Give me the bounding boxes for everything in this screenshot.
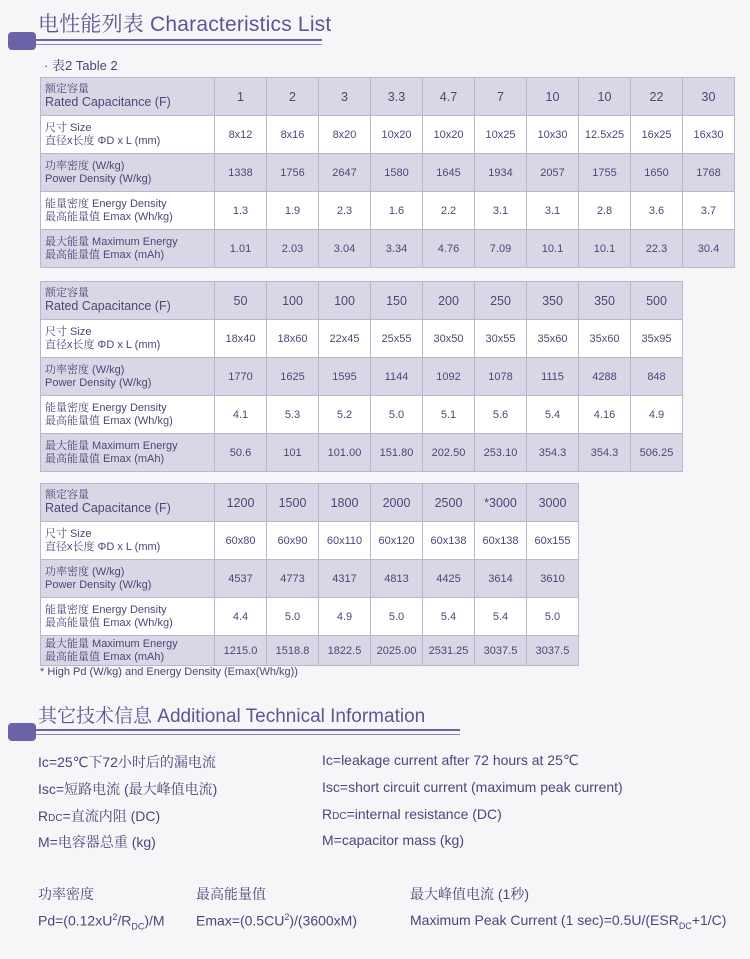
table-cell: 2.3 [319,192,371,230]
table-cell: 202.50 [423,434,475,472]
row-header: 额定容量 Rated Capacitance (F) [41,484,215,522]
table-row [41,230,735,268]
table-row [41,192,735,230]
table-cell: 3000 [527,484,579,522]
table-cell: 10x25 [475,116,527,154]
table-cell: 7 [475,78,527,116]
section-accent-bar [8,723,36,741]
characteristics-table-1 [40,77,735,268]
table-cell: 3.1 [475,192,527,230]
table-cell: 10 [527,78,579,116]
table-cell: 1595 [319,358,371,396]
row-header: 能量密度 Energy Density 最高能量值 Emax (Wh/kg) [41,598,215,636]
row-header: 能量密度 Energy Density 最高能量值 Emax (Wh/kg) [41,192,215,230]
table-cell: 4773 [267,560,319,598]
table-cell: 5.0 [371,598,423,636]
table-cell: 1144 [371,358,423,396]
table-cell: 1338 [215,154,267,192]
table-cell: 12.5x25 [579,116,631,154]
table-cell: 3.3 [371,78,423,116]
table-cell: 1755 [579,154,631,192]
table-cell: 1756 [267,154,319,192]
table-cell: 2057 [527,154,579,192]
table-cell: 5.0 [267,598,319,636]
table-cell: 2531.25 [423,636,475,666]
table-cell: 22x45 [319,320,371,358]
table-cell: 1 [215,78,267,116]
table-cell: 2025.00 [371,636,423,666]
table-row [41,522,579,560]
table-cell: 100 [319,282,371,320]
table-cell: 1.9 [267,192,319,230]
table-cell: 5.0 [371,396,423,434]
table-cell: 354.3 [527,434,579,472]
capacitor-mass-en: M=capacitor mass (kg) [322,832,464,848]
table-cell: 4.16 [579,396,631,434]
table-cell: 1822.5 [319,636,371,666]
table-cell: 60x110 [319,522,371,560]
table-cell: 3.7 [683,192,735,230]
table-cell: 10x20 [371,116,423,154]
table-cell: 35x95 [631,320,683,358]
table-row [41,116,735,154]
table-cell: 3.6 [631,192,683,230]
leakage-current-cn: Ic=25℃下72小时后的漏电流 [38,754,216,770]
table-row [41,434,683,472]
table-cell: 60x90 [267,522,319,560]
row-header: 功率密度 (W/kg) Power Density (W/kg) [41,560,215,598]
table-row [41,396,683,434]
table-cell: 5.4 [527,396,579,434]
table-cell: 7.09 [475,230,527,268]
table-cell: *3000 [475,484,527,522]
table-cell: 18x40 [215,320,267,358]
table-cell: 2 [267,78,319,116]
table-row [41,154,735,192]
short-circuit-en: Isc=short circuit current (maximum peak current) [322,779,623,795]
table-cell: 3610 [527,560,579,598]
table-cell: 4288 [579,358,631,396]
table-cell: 1518.8 [267,636,319,666]
table-cell: 60x155 [527,522,579,560]
table-cell: 101 [267,434,319,472]
table-row [41,78,735,116]
table-cell: 10.1 [579,230,631,268]
table-row [41,560,579,598]
table-cell: 4.9 [631,396,683,434]
table-cell: 4.9 [319,598,371,636]
table-cell: 3.1 [527,192,579,230]
table-row [41,358,683,396]
short-circuit-cn: Isc=短路电流 (最大峰值电流) [38,781,218,797]
table-cell: 50.6 [215,434,267,472]
characteristics-table-2 [40,281,683,472]
table-cell: 2647 [319,154,371,192]
section-divider [36,729,460,731]
table-cell: 1770 [215,358,267,396]
title-divider-thin [36,44,322,45]
table-cell: 3 [319,78,371,116]
table-cell: 101.00 [319,434,371,472]
table-cell: 2.8 [579,192,631,230]
table-cell: 3.04 [319,230,371,268]
table-cell: 350 [527,282,579,320]
formula-max-energy: $Emax=(0.5CU^2)/(3600xM)$ [196,912,358,929]
table-cell: 22.3 [631,230,683,268]
table-cell: 1.3 [215,192,267,230]
table-cell: 2.2 [423,192,475,230]
table-cell: 5.4 [423,598,475,636]
table-cell: 848 [631,358,683,396]
table-cell: 3037.5 [527,636,579,666]
table-cell: 354.3 [579,434,631,472]
formula-label-power-density: 功率密度 [38,886,94,902]
table-cell: 25x55 [371,320,423,358]
table-cell: 4.4 [215,598,267,636]
row-header: 最大能量 Maximum Energy 最高能量值 Emax (mAh) [41,636,215,666]
table-cell: 1078 [475,358,527,396]
table-cell: 50 [215,282,267,320]
row-header: 尺寸 Size 直径x长度 ΦD x L (mm) [41,116,215,154]
table-cell: 18x60 [267,320,319,358]
formula-peak-current: Maximum Peak Current (1 $\sec)=0.5U/(ESR_{DC}+1/C)$ [410,912,727,931]
footnote: * High Pd (W/kg) and Energy Density (Emax(Wh/kg)) [40,666,298,678]
row-header: 功率密度 (W/kg) Power Density (W/kg) [41,358,215,396]
table-cell: 1092 [423,358,475,396]
table-cell: 1645 [423,154,475,192]
table-cell: 1500 [267,484,319,522]
table-cell: 5.0 [527,598,579,636]
table-cell: 10x20 [423,116,475,154]
table-cell: 8x16 [267,116,319,154]
table-cell: 2500 [423,484,475,522]
table-cell: 200 [423,282,475,320]
row-header: 功率密度 (W/kg) Power Density (W/kg) [41,154,215,192]
table-cell: 30.4 [683,230,735,268]
table-cell: 10.1 [527,230,579,268]
row-header: 额定容量 Rated Capacitance (F) [41,78,215,116]
table-cell: 22 [631,78,683,116]
table-cell: 350 [579,282,631,320]
row-header: 尺寸 Size 直径x长度 ΦD x L (mm) [41,522,215,560]
table-cell: 500 [631,282,683,320]
table-cell: 2.03 [267,230,319,268]
table-cell: 4.1 [215,396,267,434]
table-cell: 1768 [683,154,735,192]
table-cell: 4.7 [423,78,475,116]
table-cell: 8x20 [319,116,371,154]
table-cell: 35x60 [579,320,631,358]
table-cell: 2000 [371,484,423,522]
table-cell: 5.6 [475,396,527,434]
table-cell: 150 [371,282,423,320]
title-accent-bar [8,32,36,50]
table-cell: 5.2 [319,396,371,434]
row-header: 最大能量 Maximum Energy 最高能量值 Emax (mAh) [41,434,215,472]
formula-power-density: $Pd=(0.12xU^2/R_{DC})/M$ [38,912,165,932]
table-cell: 4425 [423,560,475,598]
table-cell: 3.34 [371,230,423,268]
table-cell: 60x120 [371,522,423,560]
table-cell: 1934 [475,154,527,192]
row-header: 最大能量 Maximum Energy 最高能量值 Emax (mAh) [41,230,215,268]
table-cell: 1650 [631,154,683,192]
table-row [41,484,579,522]
capacitor-mass-cn: M=电容器总重 (kg) [38,834,156,850]
table-cell: 1580 [371,154,423,192]
table-cell: 16x25 [631,116,683,154]
table-cell: 1.01 [215,230,267,268]
table-cell: 30 [683,78,735,116]
formula-label-max-energy: 最高能量值 [196,886,266,902]
table-cell: 60x138 [475,522,527,560]
table-cell: 5.3 [267,396,319,434]
table-cell: 5.1 [423,396,475,434]
table-cell: 4.76 [423,230,475,268]
table-cell: 60x80 [215,522,267,560]
section-title: 其它技术信息 Additional Technical Information [38,706,426,727]
page-title: 电性能列表 Characteristics List [38,13,332,36]
table-cell: 4537 [215,560,267,598]
table-cell: 1.6 [371,192,423,230]
table-cell: 506.25 [631,434,683,472]
table-cell: 4317 [319,560,371,598]
table-cell: 250 [475,282,527,320]
internal-resistance-en: RDC=internal resistance (DC) [322,806,502,822]
table-cell: 1800 [319,484,371,522]
table-cell: 10 [579,78,631,116]
table-cell: 1625 [267,358,319,396]
table-cell: 10x30 [527,116,579,154]
table-cell: 30x50 [423,320,475,358]
table-cell: 4813 [371,560,423,598]
table-cell: 1215.0 [215,636,267,666]
table-row [41,598,579,636]
section-divider-thin [36,734,460,735]
row-header: 尺寸 Size 直径x长度 ΦD x L (mm) [41,320,215,358]
table-row [41,320,683,358]
table-cell: 8x12 [215,116,267,154]
table-cell: 1200 [215,484,267,522]
row-header: 额定容量 Rated Capacitance (F) [41,282,215,320]
table-label: · 表2 Table 2 [44,58,118,73]
table-cell: 35x60 [527,320,579,358]
leakage-current-en: Ic=leakage current after 72 hours at 25℃ [322,752,579,768]
table-cell: 3037.5 [475,636,527,666]
table-cell: 253.10 [475,434,527,472]
table-cell: 5.4 [475,598,527,636]
table-cell: 151.80 [371,434,423,472]
table-row [41,636,579,666]
table-cell: 100 [267,282,319,320]
formula-label-peak-current: 最大峰值电流 (1秒) [410,886,529,902]
table-cell: 30x55 [475,320,527,358]
table-cell: 1115 [527,358,579,396]
title-divider [36,39,322,41]
characteristics-table-3 [40,483,579,666]
internal-resistance-cn: RDC=直流内阻 (DC) [38,808,161,824]
table-cell: 16x30 [683,116,735,154]
table-cell: 3614 [475,560,527,598]
table-row [41,282,683,320]
row-header: 能量密度 Energy Density 最高能量值 Emax (Wh/kg) [41,396,215,434]
table-cell: 60x138 [423,522,475,560]
